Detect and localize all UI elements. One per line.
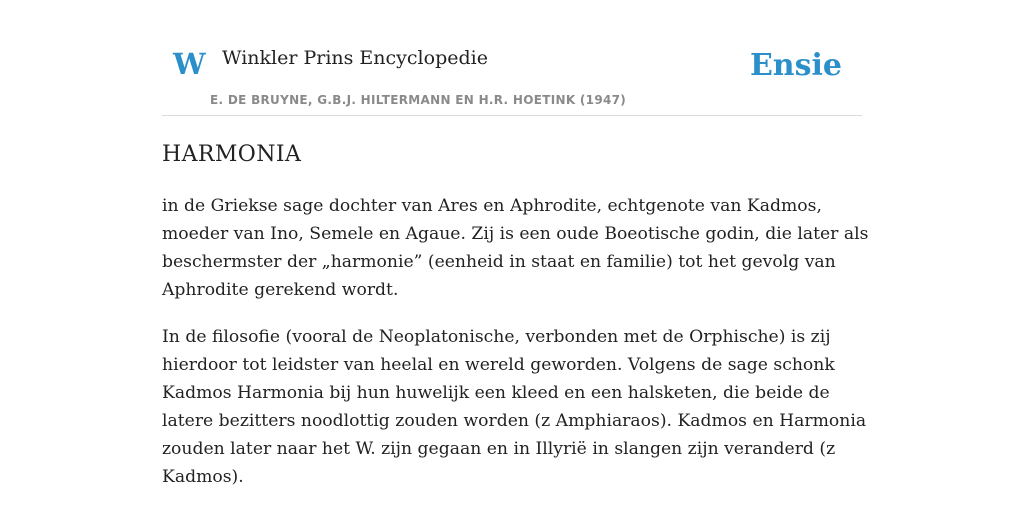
entry-title: HARMONIA: [162, 142, 302, 167]
encyclopedia-logo[interactable]: W: [173, 47, 206, 81]
entry-paragraph-1: in de Griekse sage dochter van Ares en Aphrodite, echtgenote van Kadmos, moeder van Ino, Semele en Agaue. Zij is een oude Boeotische godin, die later als beschermster der „harmonie” (eenheid in staat en familie) tot het gevolg van Aphrodite gerekend wordt.: [162, 196, 869, 300]
entry-paragraph-2: In de filosofie (vooral de Neoplatonische, verbonden met de Orphische) is zij hierdoor tot leidster van heelal en wereld geworden. Volgens de sage schonk Kadmos Harmonia bij hun huwelijk een kleed en een halsketen, die beide de latere bezitters noodlottig zouden worden (z Amphiaraos). Kadmos en Harmonia zouden later naar het W. zijn gegaan en in Illyrië in slangen zijn veranderd (z Kadmos).: [162, 327, 867, 487]
site-logo[interactable]: Ensie: [749, 48, 842, 83]
book-authors: E. DE BRUYNE, G.B.J. HILTERMANN EN H.R. HOETINK (1947): [210, 93, 627, 107]
header: [162, 40, 862, 116]
book-title[interactable]: Winkler Prins Encyclopedie: [222, 47, 488, 69]
